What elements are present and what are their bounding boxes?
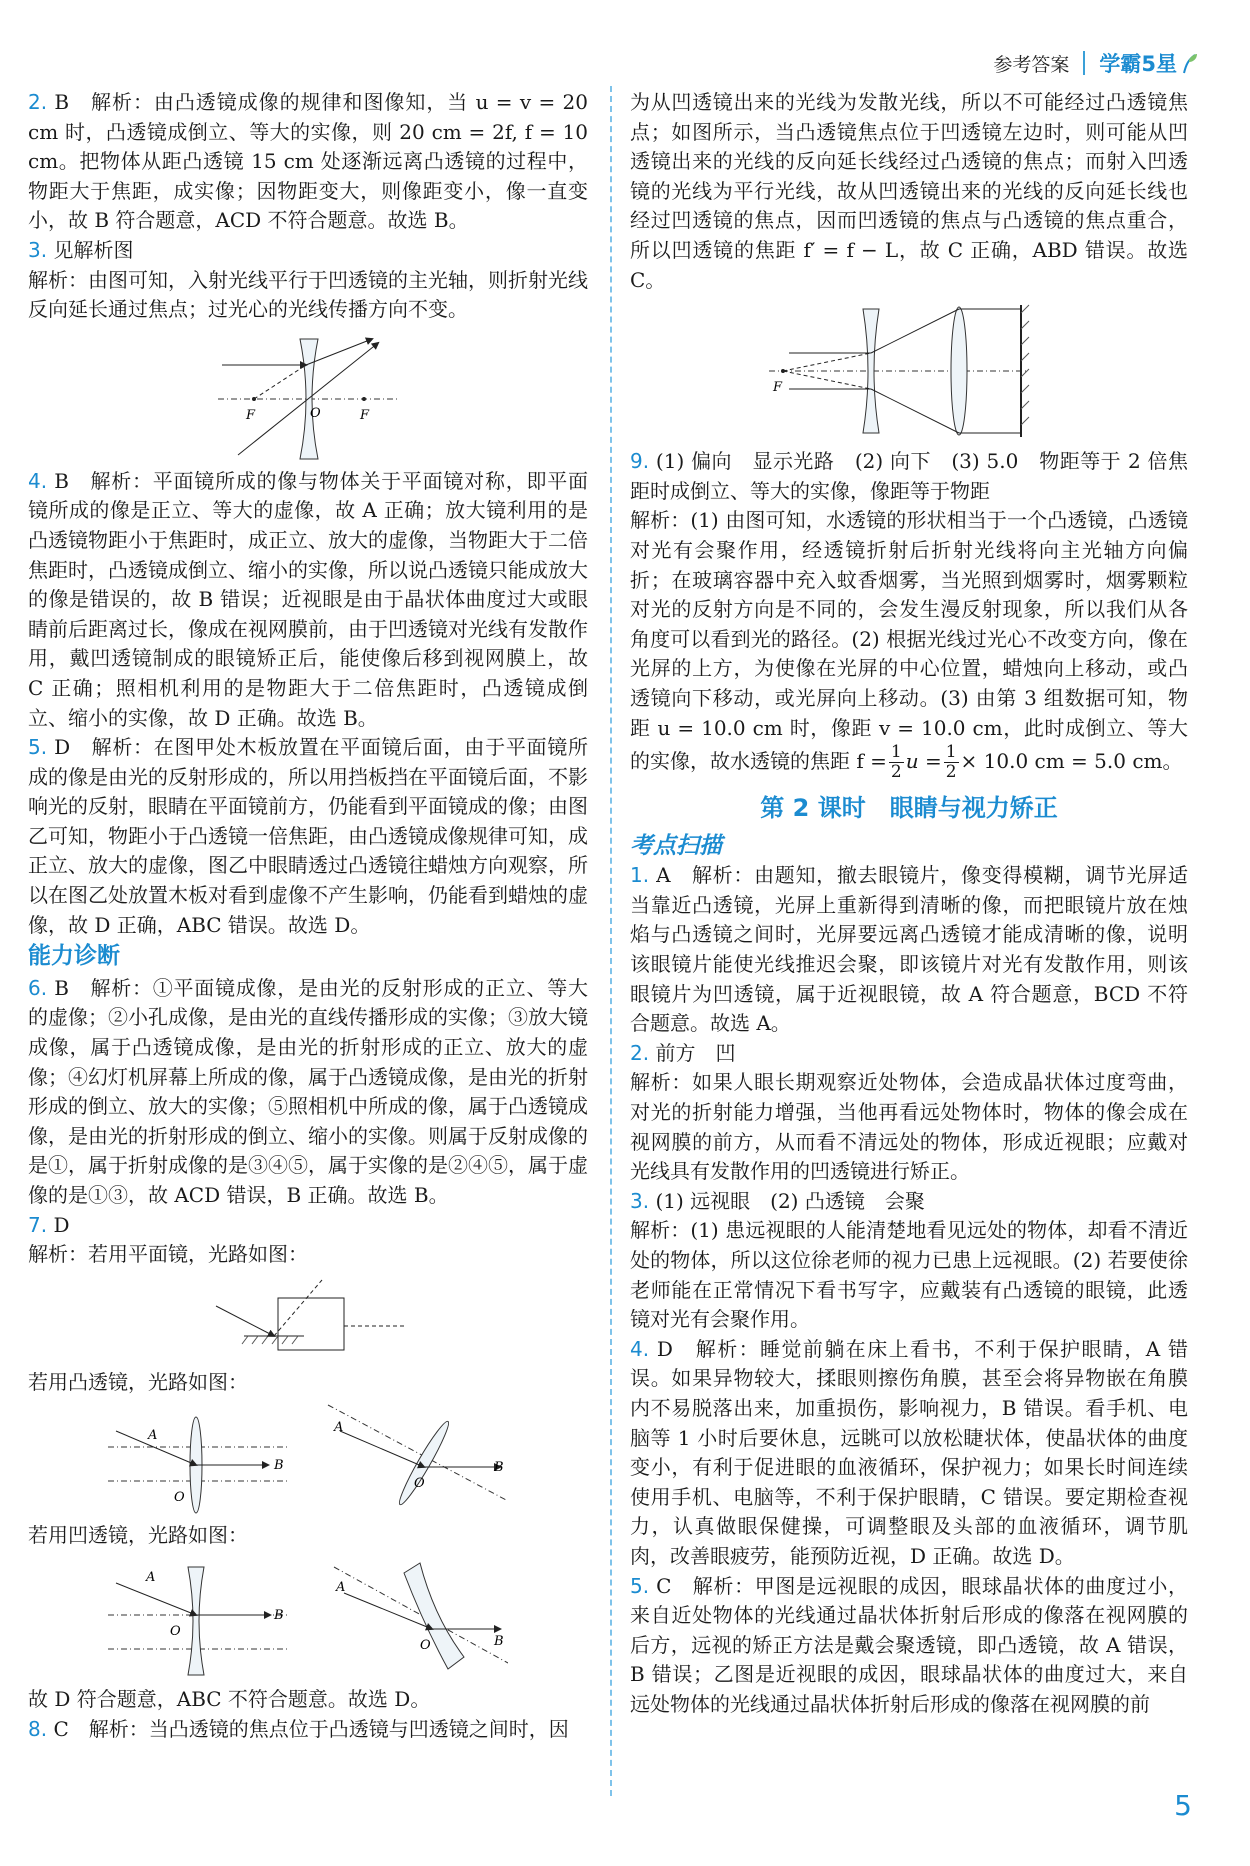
left-column	[28, 88, 588, 1744]
focus-label: F	[773, 380, 783, 396]
scan-answer-3: 3. (1) 远视眼 (2) 凸透镜 会聚	[630, 1188, 925, 1213]
answer-7-conclusion: 故 D 符合题意，ABC 不符合题意。故选 D。	[28, 1686, 431, 1711]
section-title-scan: 考点扫描	[630, 832, 722, 859]
ray-label-a-2: A	[334, 1420, 344, 1436]
page-header	[993, 48, 1198, 78]
ray-label-b-2: B	[494, 1460, 504, 1476]
concave-lens-ray-diagrams	[108, 1557, 508, 1679]
scan-answer-2: 2. 前方 凹	[630, 1040, 736, 1065]
answer-6: 6. B 解析：①平面镜成像，是由光的反射形成的正立、等大的虚像；②小孔成像，是由光的直线传播形成的实像；③放大镜成像，属于凸透镜成像，是由光的折射形成的正立、放大的虚像；④幻灯机屏幕上所成的像，属于凸透镜成像，是由光的折射形成的倒立、放大的实像；⑤照相机中所成的像，属于凸透镜成像，是由光的折射形成的倒立、缩小的实像。则属于反射成像的是①，属于折射成像的是③④⑤，属于实像的是②④⑤，属于虚像的是①③，故 ACD 错误，B 正确。故选 B。	[28, 975, 588, 1207]
header-label: 参考答案	[993, 53, 1070, 76]
ray-label-b-4: B	[494, 1633, 504, 1649]
header-separator	[1083, 51, 1085, 75]
ray-label-a-3: A	[146, 1569, 156, 1585]
leaf-icon	[1180, 51, 1198, 75]
optical-center-label: O	[310, 405, 321, 421]
answer-3: 3. 见解析图	[28, 237, 134, 262]
section-title-ability: 能力诊断	[28, 943, 120, 970]
brand-text: 学霸5星	[1099, 52, 1177, 76]
scan-answer-3-explanation: 解析：(1) 患远视眼的人能清楚地看见远处的物体，却看不清近处的物体，所以这位徐老师的视力已患上远视眼。(2) 若要使徐老师能在正常情况下看书写字，应戴装有凸透镜的眼镜，此透镜对光有会聚作用。	[630, 1218, 1188, 1332]
answer-7: 7. D	[28, 1212, 70, 1237]
concave-lens-ray-diagram	[218, 331, 398, 461]
focus-label-right: F	[360, 407, 370, 423]
ray-label-a-1: A	[148, 1428, 158, 1444]
answer-9: 9. (1) 偏向 显示光路 (2) 向下 (3) 5.0 物距等于 2 倍焦距时成倒立、等大的实像，像距等于物距	[630, 449, 1188, 503]
lesson-title: 第 2 课时 眼睛与视力矫正	[760, 794, 1058, 823]
scan-answer-1: 1. A 解析：由题知，撤去眼镜片，像变得模糊，调节光屏适当靠近凸透镜，光屏上重新得到清晰的像，而把眼镜片放在烛焰与凸透镜之间时，光屏要远离凸透镜才能成清晰的像，说明该眼镜片能使光线推迟会聚，即该镜片对光有发散作用，则该眼镜片为凹透镜，属于近视眼镜，故 A 符合题意，BCD 不符合题意。故选 A。	[630, 863, 1188, 1036]
lens-center-label-1: O	[174, 1490, 185, 1506]
answer-7-mirror-text: 解析：若用平面镜，光路如图：	[28, 1242, 308, 1267]
column-divider	[610, 86, 612, 1796]
answer-9-explanation: 解析：(1) 由图可知，水透镜的形状相当于一个凸透镜，凸透镜对光有会聚作用，经透镜折射后折射光线将向主光轴方向偏折；在玻璃容器中充入蚊香烟雾，当光照到烟雾时，烟雾颗粒对光的反射方向是不同的，会发生漫反射现象，所以我们从各角度可以看到光的路径。(2) 根据光线过光心不改变方向，像在光屏的上方，为使像在光屏的中心位置，蜡烛向上移动，或凸透镜向下移动，或光屏向上移动。(3) 由第 3 组数据可知，物距 u = 10.0 cm 时，像距 v = 10.0 cm，此时成倒立、等大的实像，故水透镜的焦距 f = $\frac{1}{2}$ u = $\frac{1}{2}$ × 10.0 cm = 5.0 cm。	[630, 508, 1188, 783]
answer-2: 2. B 解析：由凸透镜成像的规律和图像知，当 u = v = 20 cm 时，凸透镜成倒立、等大的实像，则 20 cm = 2f, f = 10 cm。把物体从距凸透镜 15 cm 处逐渐远离凸透镜的过程中，物距大于焦距，成实像；因物距变大，则像距变小，像一直变小，故 B 符合题意，ACD 不符合题意。故选 B。	[28, 90, 588, 233]
scan-answer-5: 5. C 解析：甲图是远视眼的成因，眼球晶状体的曲度过小，来自近处物体的光线通过晶状体折射后形成的像落在视网膜的后方，远视的矫正方法是戴会聚透镜，即凸透镜，故 A 错误，B 错误；乙图是近视眼的成因，眼球晶状体的曲度过大，来自远处物体的光线通过晶状体折射后形成的像落在视网膜的前	[630, 1573, 1188, 1716]
answer-8: 8. C 解析：当凸透镜的焦点位于凸透镜与凹透镜之间时，因	[28, 1716, 569, 1741]
answer-4: 4. B 解析：平面镜所成的像与物体关于平面镜对称，即平面镜所成的像是正立、等大的虚像，故 A 正确；放大镜利用的是凸透镜物距小于焦距时，成正立、放大的虚像，当物距大于二倍焦距时，凸透镜成倒立、缩小的实像，所以说凸透镜只能成放大的像是错误的，故 B 错误；近视眼是由于晶状体曲度过大或眼睛前后距离过长，像成在视网膜前，由于凹透镜对光线有发散作用，戴凹透镜制成的眼镜矫正后，能使像后移到视网膜上，故 C 正确；照相机利用的是物距大于二倍焦距时，凸透镜成倒立、缩小的实像，故 D 正确。故选 B。	[28, 468, 588, 730]
scan-answer-4: 4. D 解析：睡觉前躺在床上看书，不利于保护眼睛，A 错误。如果异物较大，揉眼则擦伤角膜，甚至会将异物嵌在角膜内不易脱落出来，加重损伤，影响视力，B 错误。看手机、电脑等 1 小时后要休息，远眺可以放松睫状体，使晶状体的曲度变小，有利于促进眼的血液循环，保护视力；如果长时间连续使用手机、电脑等，不利于保护眼睛，C 错误。要定期检查视力，认真做眼保健操，可调整眼及头部的血液循环，调节肌肉，改善眼疲劳，能预防近视，D 正确。故选 D。	[630, 1336, 1188, 1568]
answer-3-explanation: 解析：由图可知，入射光线平行于凹透镜的主光轴，则折射光线反向延长通过焦点；过光心的光线传播方向不变。	[28, 267, 588, 322]
ray-label-b-3: B	[274, 1607, 284, 1623]
lens-center-label-4: O	[420, 1637, 431, 1653]
brand-logo	[1099, 48, 1198, 78]
scan-answer-2-explanation: 解析：如果人眼长期观察近处物体，会造成晶状体过度弯曲，对光的折射能力增强，当他再看远处物体时，物体的像会成在视网膜的前方，从而看不清远处的物体，形成近视眼；应戴对光线具有发散作用的凹透镜进行矫正。	[630, 1070, 1188, 1184]
ray-label-b-1: B	[274, 1458, 284, 1474]
answer-8-continued: 为从凹透镜出来的光线为发散光线，所以不可能经过凸透镜焦点；如图所示，当凸透镜焦点位于凹透镜左边时，则可能从凹透镜出来的光线的反向延长线经过凸透镜的焦点；而射入凹透镜的光线为平行光线，故从凹透镜出来的光线的反向延长线也经过凹透镜的焦点，因而凹透镜的焦点与凸透镜的焦点重合，所以凹透镜的焦距 f′ = f − L，故 C 正确，ABD 错误。故选 C。	[630, 90, 1188, 292]
plane-mirror-ray-diagram	[208, 1276, 408, 1362]
lens-center-label-3: O	[170, 1623, 181, 1639]
focus-label-left: F	[246, 407, 256, 423]
ray-label-a-4: A	[336, 1579, 346, 1595]
convex-lens-ray-diagrams	[108, 1403, 508, 1515]
lens-center-label-2: O	[414, 1476, 425, 1492]
lens-combination-diagram	[759, 301, 1059, 441]
fraction-half-1: $\frac{1}{2}$	[890, 742, 902, 783]
right-column	[630, 88, 1188, 1720]
page-number: 5	[1174, 1789, 1192, 1822]
fraction-half-2: $\frac{1}{2}$	[945, 742, 957, 783]
answer-7-convex-text: 若用凸透镜，光路如图：	[28, 1369, 248, 1394]
answer-7-concave-text: 若用凹透镜，光路如图：	[28, 1523, 248, 1548]
answer-5: 5. D 解析：在图甲处木板放置在平面镜后面，由于平面镜所成的像是由光的反射形成的，所以用挡板挡在平面镜后面，不影响光的反射，眼睛在平面镜前方，仍能看到平面镜成的像；由图乙可知，物距小于凸透镜一倍焦距，由凸透镜成像规律可知，成正立、放大的虚像，图乙中眼睛透过凸透镜往蜡烛方向观察，所以在图乙处放置木板对看到虚像不产生影响，仍能看到蜡烛的虚像，故 D 正确，ABC 错误。故选 D。	[28, 735, 588, 937]
